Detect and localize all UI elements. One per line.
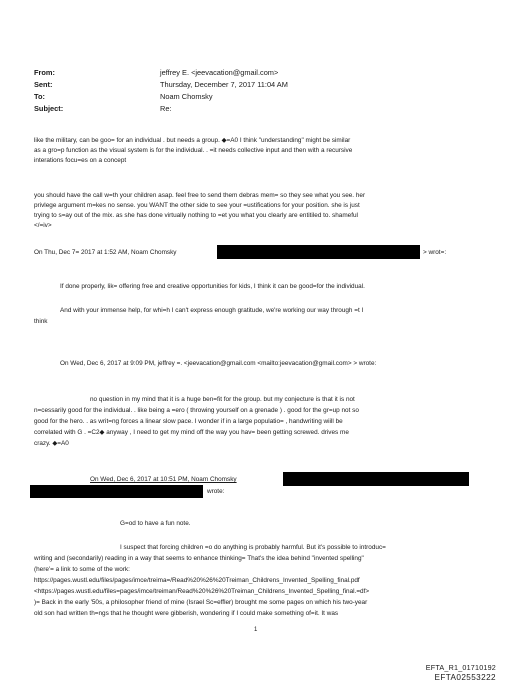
body-line: privlege argument m=kes no sense. you WANT the other side to see your =ustifications for your position. she is just [34, 202, 360, 209]
quote-intro-wrote: wrote: [207, 488, 225, 495]
body-line: )= Back in the early '50s, a philosopher friend of mine (Israel Sc=effler) brought me some pages on which his two-year [34, 599, 368, 606]
body-line: trying to s=ay out of the mix. as she has done virtually nothing to =et you what you clearly are entitiled to. shameful [34, 212, 358, 219]
body-line: (here'= a link to some of the work: [34, 566, 130, 573]
body-line: you should have the call w=th your children asap. feel free to send them debras mem= so they see what you see. her [34, 192, 366, 199]
body-line: https://pages.wustl.edu/files/pages/imce/treima=/Read%20%26%20Treiman_Childrens_Invented_Spelling_final.pdf [34, 577, 360, 584]
to-value: Noam Chomsky [160, 92, 213, 101]
quote-intro: On Thu, Dec 7= 2017 at 1:52 AM, Noam Chomsky [34, 249, 177, 256]
body-line: G=od to have a fun note. [120, 520, 191, 527]
body-line: <https://pages.wustl.edu/files=pages/imce/treiman/Read%20%26%20Treiman_Childrens_Invented_Spelling_final.=df> [34, 588, 370, 595]
body-line: I suspect that forcing children =o do anything is probably harmful. But it's possible to introduc= [120, 544, 386, 551]
body-line: n=cessarily good for the individual. . like being a =ero ( throwing yourself on a grenade ) . good for the gr=up not so [34, 407, 359, 414]
redaction-bar [30, 485, 203, 498]
body-line: writing and (secondarily) reading in a way that seems to enhance thinking= That's the idea behind "invented spelling" [34, 555, 364, 562]
body-line: correlated with G . =C2◆ anyway , I need to get my mind off the way you hav= been getting screwed. drives me [34, 429, 349, 436]
body-line: like the military, can be goo= for an individual . but needs a group. ◆=A0 I think "understanding" might be similar [34, 137, 351, 144]
body-line: as a gro=p function as the visual system is for the individual. . =it needs collective input and then with a recursive [34, 147, 353, 154]
sent-label: Sent: [34, 80, 53, 89]
quote-intro: On Wed, Dec 6, 2017 at 10:51 PM, Noam Chomsky [90, 476, 237, 483]
subject-label: Subject: [34, 104, 64, 113]
body-line: crazy. ◆=A0 [34, 440, 69, 447]
to-label: To: [34, 92, 45, 101]
body-line: </=iv> [34, 222, 52, 229]
document-id-large: EFTA02553222 [434, 673, 496, 682]
from-value: jeffrey E. <jeevacation@gmail.com> [160, 68, 279, 77]
quote-intro: On Wed, Dec 6, 2017 at 9:09 PM, jeffrey =. <jeevacation@gmail.com <mailto:jeevacation@gmail.com> > wrote: [60, 360, 377, 367]
redaction-bar [283, 472, 469, 486]
document-id-small: EFTA_R1_01710192 [425, 663, 496, 672]
body-line: think [34, 318, 48, 325]
body-line: old son had written th=ngs that he thought were gibberish, wondering if I could make something of=it. It was [34, 610, 339, 617]
body-line: no question in my mind that it is a huge ben=fit for the group. but my conjecture is that it is not [90, 396, 355, 403]
body-line: If done properly, lik= offering free and creative opportunities for kids, I think it can be good=for the individual. [60, 283, 365, 290]
from-label: From: [34, 68, 55, 77]
redaction-bar [217, 245, 420, 259]
sent-value: Thursday, December 7, 2017 11:04 AM [160, 80, 288, 89]
page-number: 1 [254, 627, 258, 633]
body-line: good for the hero. . as writ=ng forces a linear slow pace. I wonder if in a large populatio= , handwriting wiill be [34, 418, 343, 425]
quote-intro-wrote: > wrot=: [423, 249, 447, 256]
body-line: And with your immense help, for whi=h I can't express enough gratitude, we're working our way through =t I [60, 307, 364, 314]
subject-value: Re: [160, 104, 172, 113]
body-line: interations focu=es on a concept [34, 157, 127, 164]
